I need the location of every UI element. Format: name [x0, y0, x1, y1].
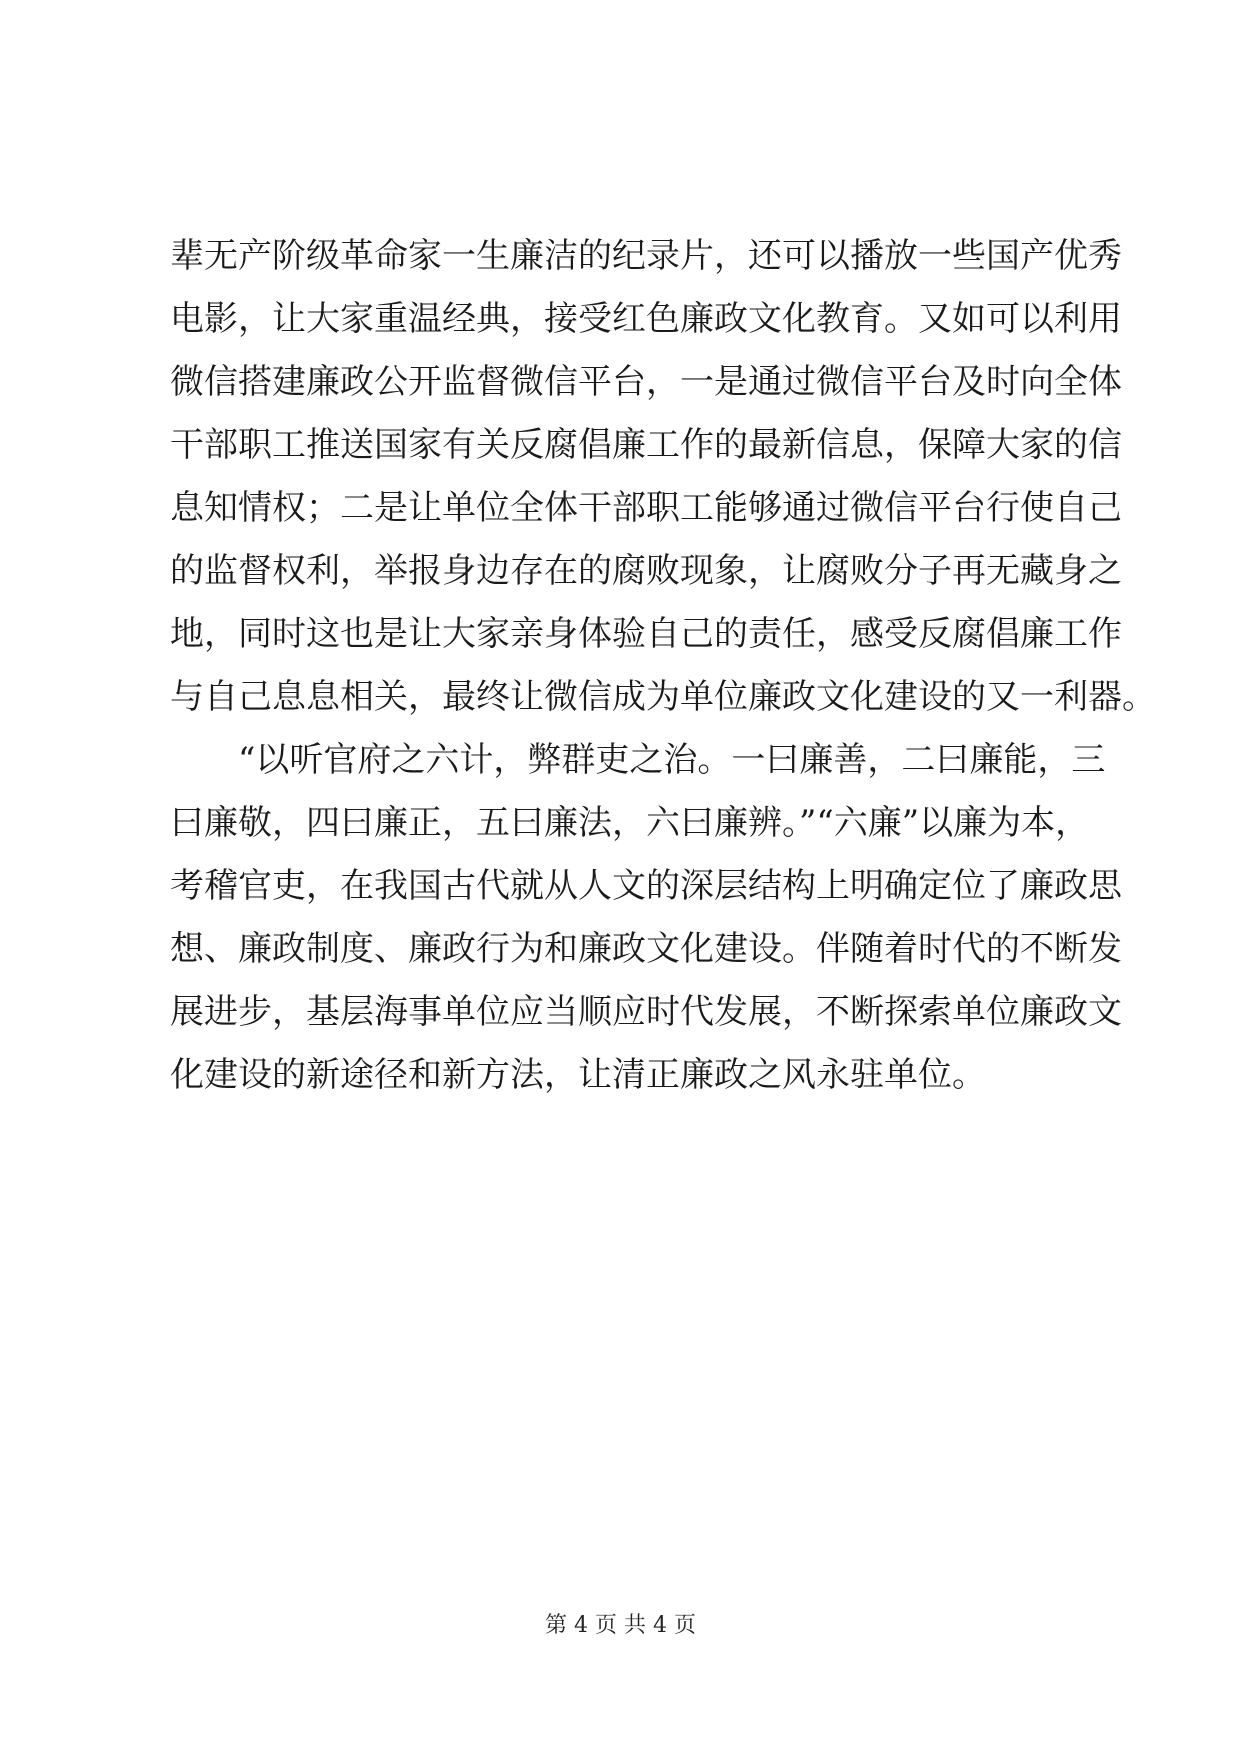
- text-line: 展进步，基层海事单位应当顺应时代发展，不断探索单位廉政文: [170, 992, 1122, 1032]
- text-line: 地，同时这也是让大家亲身体验自己的责任，感受反腐倡廉工作: [170, 614, 1122, 654]
- text-line: 与自己息息相关，最终让微信成为单位廉政文化建设的又一利器。: [170, 677, 1156, 717]
- text-line: 干部职工推送国家有关反腐倡廉工作的最新信息，保障大家的信: [170, 425, 1122, 465]
- text-line: 考稽官吏，在我国古代就从人文的深层结构上明确定位了廉政思: [170, 866, 1122, 906]
- paragraph-1: [170, 225, 1156, 729]
- page-number-footer: 第 4 页 共 4 页: [545, 1613, 696, 1638]
- text-line: 息知情权；二是让单位全体干部职工能够通过微信平台行使自己: [170, 488, 1122, 528]
- text-line: 想、廉政制度、廉政行为和廉政文化建设。伴随着时代的不断发: [170, 929, 1122, 969]
- document-body: [170, 225, 1156, 1107]
- text-line: 化建设的新途径和新方法，让清正廉政之风永驻单位。: [170, 1055, 986, 1095]
- text-line: 曰廉敬，四曰廉正，五曰廉法，六曰廉辨。”“六廉”以廉为本，: [170, 803, 1090, 843]
- text-line: 微信搭建廉政公开监督微信平台，一是通过微信平台及时向全体: [170, 362, 1122, 402]
- paragraph-2: [170, 729, 1122, 1107]
- text-line: 电影，让大家重温经典，接受红色廉政文化教育。又如可以利用: [170, 299, 1122, 339]
- text-line: 辈无产阶级革命家一生廉洁的纪录片，还可以播放一些国产优秀: [170, 236, 1122, 276]
- text-line: 的监督权利，举报身边存在的腐败现象，让腐败分子再无藏身之: [170, 551, 1122, 591]
- text-line: “以听官府之六计，弊群吏之治。一曰廉善，二曰廉能，三: [238, 740, 1106, 780]
